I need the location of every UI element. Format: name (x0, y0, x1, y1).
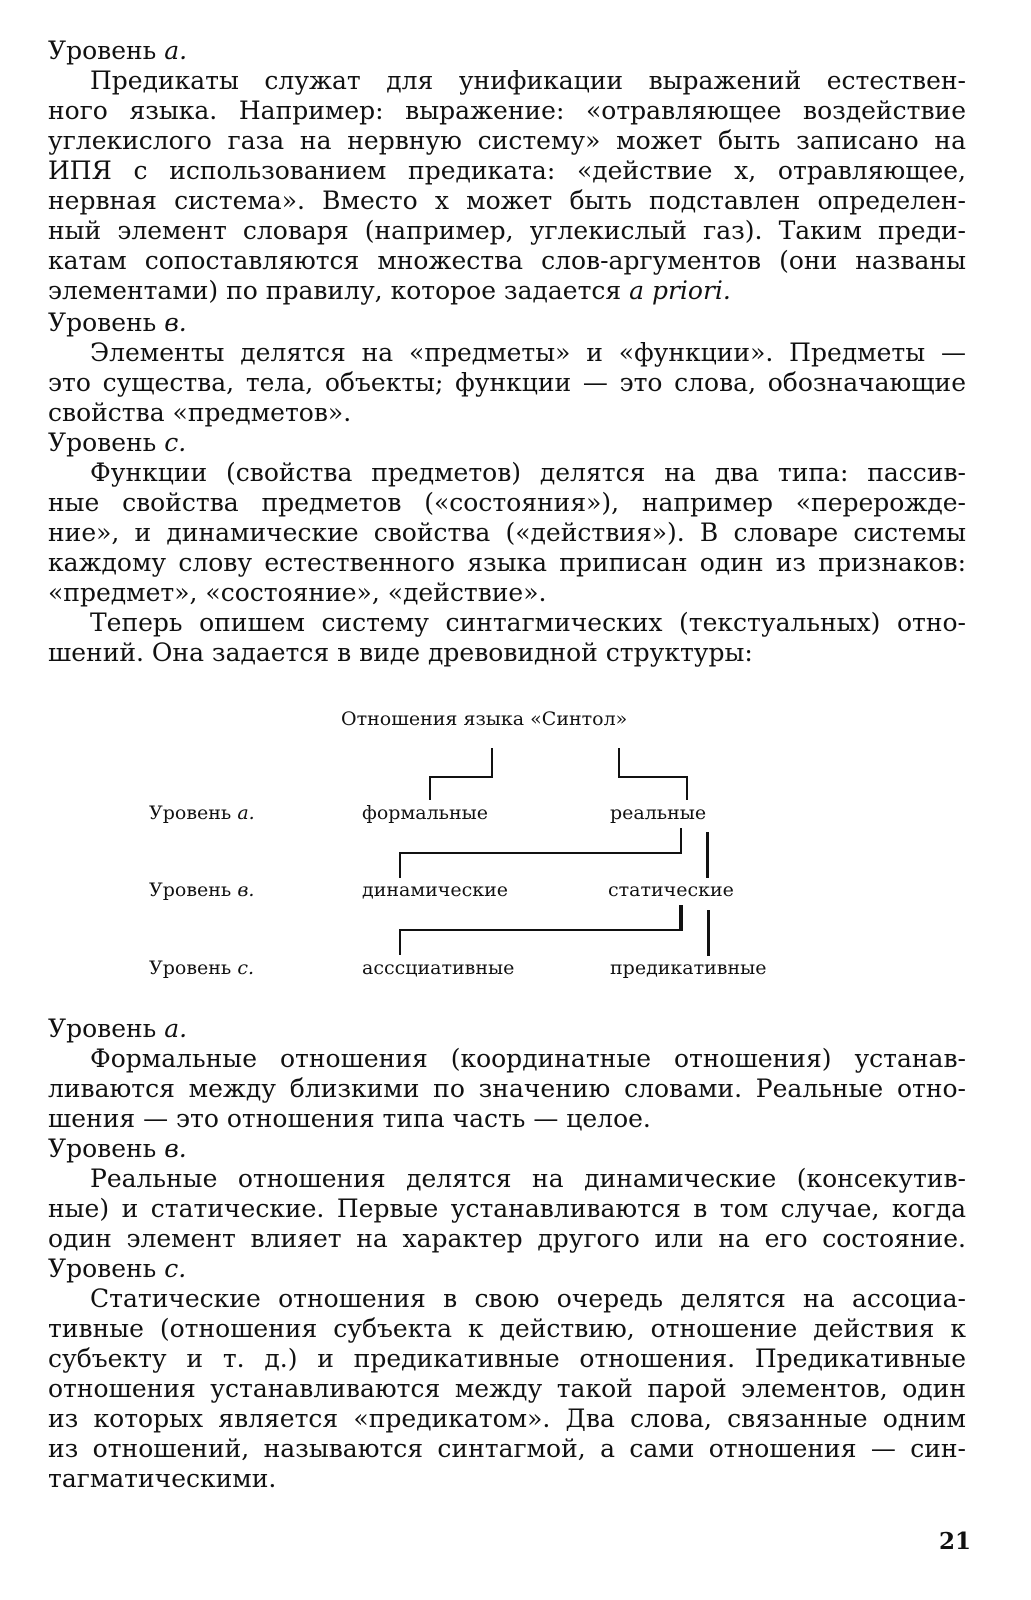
paragraph-line: «предмет», «состояние», «действие». (48, 578, 547, 607)
paragraph-line: Реальные отношения делятся на динамические (консекутив- (90, 1164, 966, 1193)
paragraph-line: каждому слову естественного языка приписан один из признаков: (48, 548, 966, 577)
node-predicative: предикативные (610, 957, 767, 979)
paragraph-line: тагматическими. (48, 1464, 277, 1493)
paragraph-line: Теперь опишем систему синтагмических (текстуальных) отно- (90, 608, 966, 637)
paragraph-line: свойства «предметов». (48, 398, 352, 427)
section-heading: Уровень с. (48, 428, 187, 457)
paragraph-line: элементами) по правилу, которое задается a priori. (48, 276, 731, 305)
paragraph-line: Предикаты служат для унификации выражений естествен- (90, 66, 966, 95)
diagram-level-label: Уровень a. (149, 802, 255, 824)
connector-line (680, 828, 682, 854)
section-heading: Уровень в. (48, 1134, 187, 1163)
section-level-c-functions (48, 428, 966, 668)
paragraph-line: Формальные отношения (координатные отношения) устанав- (90, 1044, 966, 1073)
connector-line (618, 776, 688, 778)
page-number: 21 (938, 1528, 971, 1555)
paragraph-line: из которых является «предикатом». Два слова, связанные одним (48, 1404, 966, 1433)
connector-line (618, 748, 620, 778)
section-heading: Уровень a. (48, 36, 188, 65)
paragraph-line: ные свойства предметов («состояния»), например «перерожде- (48, 488, 966, 517)
connector-line (679, 905, 683, 931)
diagram-level-label: Уровень с. (149, 957, 255, 979)
section-level-a-predicates (48, 36, 966, 306)
paragraph-line: ИПЯ с использованием предиката: «действие x, отравляющее, (48, 156, 966, 185)
node-dynamic: динамические (362, 879, 509, 901)
connector-line (707, 910, 710, 956)
connector-line (399, 931, 401, 955)
paragraph-line: один элемент влияет на характер другого или на его состояние. (48, 1224, 966, 1253)
section-level-b-relations (48, 1134, 966, 1254)
node-associative: асссциативные (362, 957, 515, 979)
paragraph-line: ние», и динамические свойства («действия»). В словаре системы (48, 518, 966, 547)
connector-line (399, 929, 682, 931)
paragraph-line: ного языка. Например: выражение: «отравляющее воздействие (48, 96, 966, 125)
paragraph-line: шений. Она задается в виде древовидной структуры: (48, 638, 753, 667)
node-formal: формальные (362, 802, 489, 824)
diagram-level-label: Уровень в. (149, 879, 255, 901)
paragraph-line: Элементы делятся на «предметы» и «функции». Предметы — (90, 338, 966, 367)
paragraph-line: ные) и статические. Первые устанавливаются в том случае, когда (48, 1194, 966, 1223)
paragraph-line: субъекту и т. д.) и предикативные отношения. Предикативные (48, 1344, 966, 1373)
paragraph-line: отношения устанавливаются между такой парой элементов, один (48, 1374, 966, 1403)
paragraph-line: ный элемент словаря (например, углекислый газ). Таким преди- (48, 216, 966, 245)
connector-line (686, 778, 688, 800)
paragraph-line: из отношений, называются синтагмой, а сами отношения — син- (48, 1434, 966, 1463)
connector-line (429, 778, 431, 800)
section-level-a-relations (48, 1014, 966, 1134)
section-heading: Уровень в. (48, 308, 187, 337)
section-level-c-relations (48, 1254, 966, 1494)
paragraph-line: Функции (свойства предметов) делятся на два типа: пассив- (90, 458, 966, 487)
paragraph-line: шения — это отношения типа часть — целое. (48, 1104, 651, 1133)
connector-line (706, 832, 709, 878)
section-heading: Уровень a. (48, 1014, 188, 1043)
connector-line (429, 776, 493, 778)
paragraph-line: это существа, тела, объекты; функции — это слова, обозначающие (48, 368, 966, 397)
connector-line (399, 854, 401, 878)
node-static: статические (608, 879, 734, 901)
section-level-b-elements (48, 308, 966, 428)
paragraph-line: углекислого газа на нервную систему» может быть записано на (48, 126, 966, 155)
paragraph-line: ливаются между близкими по значению словами. Реальные отно- (48, 1074, 966, 1103)
paragraph-line: нервная система». Вместо x может быть подставлен определен- (48, 186, 966, 215)
section-heading: Уровень с. (48, 1254, 187, 1283)
connector-line (399, 852, 682, 854)
diagram-title: Отношения языка «Синтол» (341, 708, 628, 730)
paragraph-line: тивные (отношения субъекта к действию, отношение действия к (48, 1314, 966, 1343)
connector-line (491, 748, 493, 778)
paragraph-line: Статические отношения в свою очередь делятся на ассоциа- (90, 1284, 966, 1313)
paragraph-line: катам сопоставляются множества слов-аргументов (они названы (48, 246, 966, 275)
node-real: реальные (610, 802, 707, 824)
